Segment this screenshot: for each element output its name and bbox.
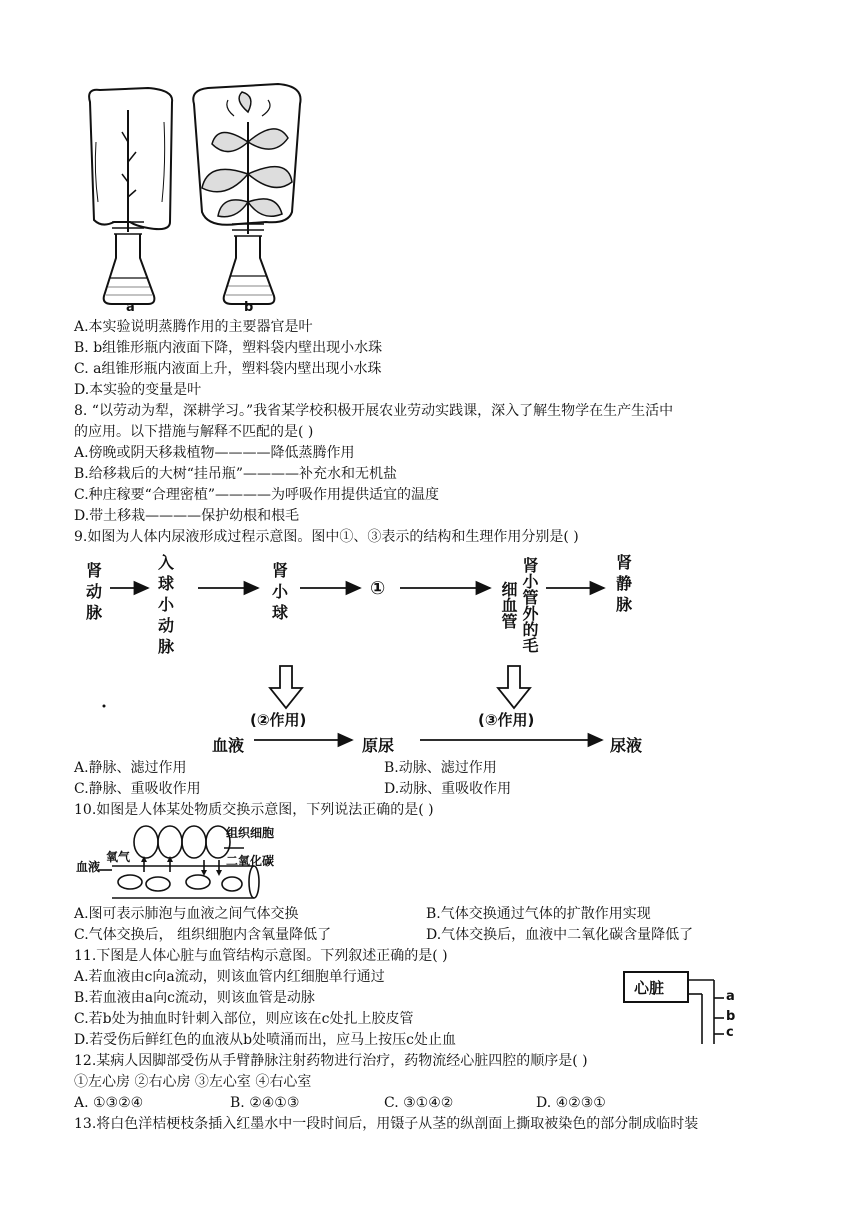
q10-option-d: D.气体交换后，血液中二氧化碳含量降低了 (426, 927, 694, 943)
q9-option-b: B.动脉、滤过作用 (384, 760, 497, 776)
node-blood: 血液 (212, 736, 245, 755)
q10-option-a: A.图可表示肺泡与血液之间气体交换 (74, 906, 299, 922)
node-primary-urine: 原尿 (362, 736, 395, 755)
q8-option-a: A.傍晚或阴天移栽植物————降低蒸腾作用 (74, 445, 355, 461)
figure-label-a: a (126, 300, 135, 315)
q9-stem: 9.如图为人体内尿液形成过程示意图。图中①、③表示的结构和生理作用分别是( ) (74, 529, 579, 545)
q12-chambers: ①左心房 ②右心房 ③左心室 ④右心室 (74, 1074, 312, 1090)
q7-option-c: C. a组锥形瓶内液面上升，塑料袋内壁出现小水珠 (74, 361, 382, 377)
node-circle-1: ① (370, 578, 386, 599)
q7-option-d: D.本实验的变量是叶 (74, 382, 202, 398)
node-glomerulus: 肾小球 (271, 561, 288, 622)
label-vessel-a: a (726, 989, 735, 1004)
figure-label-b: b (244, 300, 254, 315)
q11-option-a: A.若血液由c向a流动，则该血管内红细胞单行通过 (74, 969, 385, 985)
plant-bag-figure (78, 82, 318, 314)
label-oxygen: 氧气 (106, 850, 131, 864)
q12-option-a: A. ①③②④ (74, 1095, 144, 1111)
process-3-label: (③作用) (478, 711, 535, 729)
label-blood: 血液 (76, 860, 101, 874)
label-vessel-c: c (726, 1025, 734, 1040)
q8-stem-line1: 8. “以劳动为犁，深耕学习。”我省某学校积极开展农业劳动实践课，深入了解生物学在生产生活中 (74, 403, 674, 419)
q11-option-b: B.若血液由a向c流动，则该血管是动脉 (74, 990, 315, 1006)
label-tissue-cells: 组织细胞 (226, 826, 275, 840)
node-renal-vein: 肾静脉 (615, 553, 632, 614)
q10-option-c: C.气体交换后， 组织细胞内含氧量降低了 (74, 927, 332, 943)
q12-option-d: D. ④②③① (536, 1095, 606, 1111)
q13-stem: 13.将白色洋桔梗枝条插入红墨水中一段时间后，用镊子从茎的纵剖面上撕取被染色的部分制成临时装 (74, 1116, 699, 1132)
q11-option-c: C.若b处为抽血时针刺入部位，则应该在c处扎上胶皮管 (74, 1011, 414, 1027)
q12-stem: 12.某病人因脚部受伤从手臂静脉注射药物进行治疗，药物流经心脏四腔的顺序是( ) (74, 1053, 588, 1069)
q8-option-b: B.给移栽后的大树“挂吊瓶”————补充水和无机盐 (74, 466, 398, 482)
node-capillaries: 肾小管外的毛细血管 (499, 557, 539, 653)
q11-stem: 11.下图是人体心脏与血管结构示意图。下列叙述正确的是( ) (74, 948, 448, 964)
node-afferent-arteriole: 入球小动脉 (157, 553, 174, 656)
q10-stem: 10.如图是人体某处物质交换示意图，下列说法正确的是( ) (74, 802, 434, 818)
label-vessel-b: b (726, 1009, 736, 1024)
node-renal-artery: 肾动脉 (85, 561, 102, 622)
bag-setup-illustration (78, 82, 318, 314)
label-co2: 二氧化碳 (226, 854, 275, 868)
flow-arrows (0, 550, 860, 770)
q7-option-a: A.本实验说明蒸腾作用的主要器官是叶 (74, 319, 313, 335)
q8-option-d: D.带土移栽————保护幼根和根毛 (74, 508, 300, 524)
process-2-label: (②作用) (250, 711, 307, 729)
q8-option-c: C.种庄稼要“合理密植”————为呼吸作用提供适宜的温度 (74, 487, 439, 503)
q7-option-b: B. b组锥形瓶内液面下降，塑料袋内壁出现小水珠 (74, 340, 383, 356)
q8-stem-line2: 的应用。以下措施与解释不匹配的是( ) (74, 424, 314, 440)
label-heart: 心脏 (634, 979, 665, 997)
q12-option-b: B. ②④①③ (230, 1095, 300, 1111)
node-urine: 尿液 (610, 736, 643, 755)
q12-option-c: C. ③①④② (384, 1095, 454, 1111)
q9-option-a: A.静脉、滤过作用 (74, 760, 187, 776)
q10-option-b: B.气体交换通过气体的扩散作用实现 (426, 906, 651, 922)
q9-option-c: C.静脉、重吸收作用 (74, 781, 201, 797)
q9-option-d: D.动脉、重吸收作用 (384, 781, 512, 797)
q11-option-d: D.若受伤后鲜红色的血液从b处喷涌而出，应马上按压c处止血 (74, 1032, 456, 1048)
